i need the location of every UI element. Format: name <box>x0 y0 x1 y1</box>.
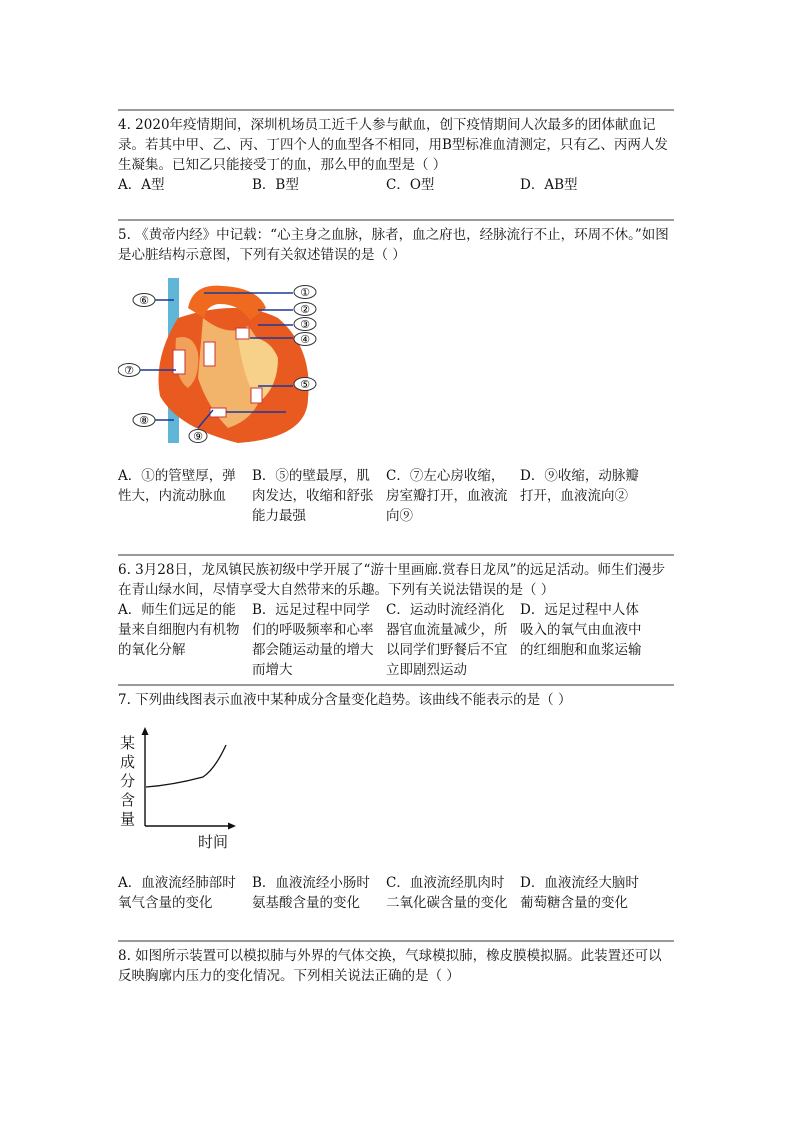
option-b[interactable]: B．B型 <box>252 177 299 193</box>
question-8-stem: 8. 如图所示装置可以模拟肺与外界的气体交换，气球模拟肺，橡皮膜模拟膈。此装置还可以反映胸廓内压力的变化情况。下列相关说法正确的是（ ） <box>118 948 662 984</box>
svg-text:⑥: ⑥ <box>139 294 149 307</box>
option-d[interactable]: D．AB型 <box>520 177 578 193</box>
question-4-stem: 4. 2020年疫情期间，深圳机场员工近千人参与献血，创下疫情期间人次最多的团体献血记录。若其中甲、乙、丙、丁四个人的血型各不相同，用B型标准血清测定，只有乙、丙两人发生凝集。已知乙只能接受丁的血，那么甲的血型是（ ） <box>118 117 668 173</box>
label-2 <box>294 303 316 317</box>
question-5-stem: 5. 《黄帝内经》中记载：“心主身之血脉，脉者，血之府也，经脉流行不止，环周不休。”如图是心脏结构示意图，下列有关叙述错误的是（ ） <box>118 227 669 263</box>
option-d[interactable]: D．⑨收缩，动脉瓣打开，血液流向② <box>520 468 639 504</box>
label-8 <box>133 414 155 428</box>
svg-text:⑤: ⑤ <box>300 378 310 391</box>
label-7 <box>118 364 140 378</box>
option-a[interactable]: A．①的管壁厚，弹性大，内流动脉血 <box>118 468 236 504</box>
question-7-options <box>118 873 674 913</box>
svg-text:②: ② <box>300 303 310 316</box>
label-9 <box>189 430 207 444</box>
option-c[interactable]: C．血液流经肌肉时二氧化碳含量的变化 <box>386 875 508 911</box>
heart-structure-diagram <box>118 278 328 448</box>
option-c[interactable]: C．⑦左心房收缩，房室瓣打开，血液流向⑨ <box>386 468 508 524</box>
question-5 <box>118 219 674 265</box>
option-c[interactable]: C．运动时流经消化器官血流量减少，所以同学们野餐后不宜立即剧烈运动 <box>386 602 508 678</box>
x-axis-arrow <box>228 823 236 830</box>
option-c[interactable]: C．O型 <box>386 177 435 193</box>
question-8 <box>118 940 674 986</box>
question-4 <box>118 109 674 195</box>
question-6 <box>118 554 674 680</box>
question-5-options <box>118 466 674 526</box>
divider <box>118 109 674 111</box>
y-axis-arrow <box>142 727 149 735</box>
svg-text:①: ① <box>300 286 310 299</box>
divider <box>118 684 674 686</box>
option-a[interactable]: A．A型 <box>118 177 165 193</box>
label-5 <box>294 378 316 392</box>
question-7 <box>118 684 674 710</box>
divider <box>118 219 674 221</box>
heart-illustration <box>158 278 308 443</box>
svg-text:⑨: ⑨ <box>193 430 203 443</box>
option-b[interactable]: B．血液流经小肠时氨基酸含量的变化 <box>252 875 370 911</box>
trend-curve <box>146 745 226 787</box>
option-a[interactable]: A．师生们远足的能量来自细胞内有机物的氧化分解 <box>118 602 240 658</box>
label-6 <box>133 294 155 308</box>
option-d[interactable]: D．血液流经大脑时葡萄糖含量的变化 <box>520 875 639 911</box>
label-4 <box>294 333 316 347</box>
option-b[interactable]: B．远足过程中同学们的呼吸频率和心率都会随运动量的增大而增大 <box>252 602 374 678</box>
y-axis-label-text: 某成分含量 <box>120 734 136 828</box>
svg-text:⑧: ⑧ <box>139 414 149 427</box>
option-d[interactable]: D．远足过程中人体吸入的氧气由血液中的红细胞和血浆运输 <box>520 602 642 658</box>
question-4-options <box>118 175 674 195</box>
x-axis-label: 时间 <box>197 833 229 851</box>
svg-text:③: ③ <box>300 318 310 331</box>
svg-text:④: ④ <box>300 333 310 346</box>
question-7-stem: 7. 下列曲线图表示血液中某种成分含量变化趋势。该曲线不能表示的是（ ） <box>118 692 572 708</box>
option-a[interactable]: A．血液流经肺部时氧气含量的变化 <box>118 875 236 911</box>
divider <box>118 940 674 942</box>
option-b[interactable]: B．⑤的壁最厚，肌肉发达，收缩和舒张能力最强 <box>252 468 374 524</box>
label-1 <box>294 286 316 300</box>
label-3 <box>294 318 316 332</box>
y-axis-label <box>120 734 135 828</box>
content-trend-graph <box>118 725 248 855</box>
svg-text:⑦: ⑦ <box>124 364 134 377</box>
question-6-stem: 6. 3月28日，龙凤镇民族初级中学开展了“游十里画廊.赏春日龙凤”的远足活动。师生们漫步在青山绿水间，尽情享受大自然带来的乐趣。下列有关说法错误的是（ ） <box>118 562 666 598</box>
divider <box>118 554 674 556</box>
